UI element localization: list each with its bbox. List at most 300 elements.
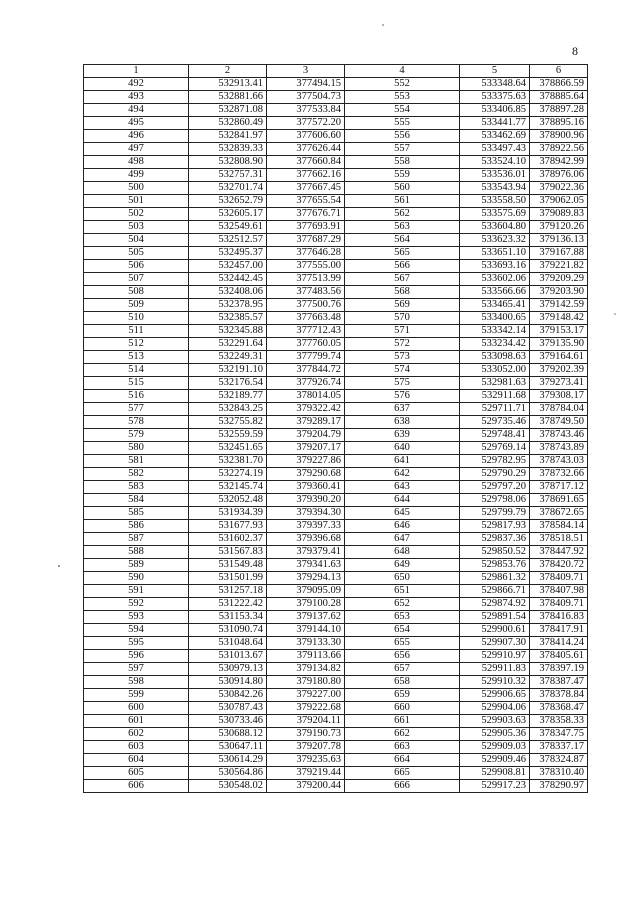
point-number-cell: 580: [84, 442, 189, 455]
table-row: [84, 78, 588, 91]
x-coordinate-cell: 531090.74: [189, 624, 267, 637]
y-coordinate-cell: 378866.59: [530, 78, 588, 91]
point-number-cell: 564: [345, 234, 460, 247]
y-coordinate-cell: 379142.59: [530, 299, 588, 312]
x-coordinate-cell: 532249.31: [189, 351, 267, 364]
table-row: [84, 104, 588, 117]
x-coordinate-cell: 533462.69: [460, 130, 530, 143]
point-number-cell: 503: [84, 221, 189, 234]
y-coordinate-cell: 379164.61: [530, 351, 588, 364]
y-coordinate-cell: 377663.48: [267, 312, 345, 325]
table-row: [84, 234, 588, 247]
x-coordinate-cell: 531222.42: [189, 598, 267, 611]
table-row: [84, 455, 588, 468]
y-coordinate-cell: 378447.92: [530, 546, 588, 559]
x-coordinate-cell: 532408.06: [189, 286, 267, 299]
point-number-cell: 645: [345, 507, 460, 520]
y-coordinate-cell: 379207.17: [267, 442, 345, 455]
y-coordinate-cell: 379190.73: [267, 728, 345, 741]
point-number-cell: 643: [345, 481, 460, 494]
x-coordinate-cell: 529769.14: [460, 442, 530, 455]
point-number-cell: 495: [84, 117, 189, 130]
x-coordinate-cell: 529874.92: [460, 598, 530, 611]
point-number-cell: 506: [84, 260, 189, 273]
x-coordinate-cell: 529917.23: [460, 780, 530, 793]
point-number-cell: 559: [345, 169, 460, 182]
x-coordinate-cell: 533623.32: [460, 234, 530, 247]
table-row: [84, 676, 588, 689]
y-coordinate-cell: 378014.05: [267, 390, 345, 403]
y-coordinate-cell: 379180.80: [267, 676, 345, 689]
x-coordinate-cell: 532881.66: [189, 91, 267, 104]
point-number-cell: 599: [84, 689, 189, 702]
point-number-cell: 651: [345, 585, 460, 598]
x-coordinate-cell: 529911.83: [460, 663, 530, 676]
y-coordinate-cell: 377646.28: [267, 247, 345, 260]
point-number-cell: 511: [84, 325, 189, 338]
x-coordinate-cell: 532549.61: [189, 221, 267, 234]
table-row: [84, 429, 588, 442]
point-number-cell: 556: [345, 130, 460, 143]
point-number-cell: 593: [84, 611, 189, 624]
point-number-cell: 595: [84, 637, 189, 650]
y-coordinate-cell: 378897.28: [530, 104, 588, 117]
table-row: [84, 364, 588, 377]
column-header: 1: [84, 65, 189, 78]
point-number-cell: 571: [345, 325, 460, 338]
x-coordinate-cell: 529790.29: [460, 468, 530, 481]
table-row: [84, 728, 588, 741]
x-coordinate-cell: 531257.18: [189, 585, 267, 598]
x-coordinate-cell: 529907.30: [460, 637, 530, 650]
y-coordinate-cell: 379200.44: [267, 780, 345, 793]
point-number-cell: 504: [84, 234, 189, 247]
x-coordinate-cell: 529861.32: [460, 572, 530, 585]
table-row: [84, 702, 588, 715]
x-coordinate-cell: 529711.71: [460, 403, 530, 416]
x-coordinate-cell: 530564.86: [189, 767, 267, 780]
y-coordinate-cell: 378895.16: [530, 117, 588, 130]
x-coordinate-cell: 531013.67: [189, 650, 267, 663]
x-coordinate-cell: 532145.74: [189, 481, 267, 494]
point-number-cell: 581: [84, 455, 189, 468]
table-row: [84, 442, 588, 455]
column-header: 6: [530, 65, 588, 78]
point-number-cell: 587: [84, 533, 189, 546]
point-number-cell: 508: [84, 286, 189, 299]
y-coordinate-cell: 379062.05: [530, 195, 588, 208]
table-row: [84, 312, 588, 325]
table-row: [84, 572, 588, 585]
x-coordinate-cell: 529798.06: [460, 494, 530, 507]
y-coordinate-cell: 379289.17: [267, 416, 345, 429]
table-row: [84, 585, 588, 598]
y-coordinate-cell: 379133.30: [267, 637, 345, 650]
y-coordinate-cell: 379022.36: [530, 182, 588, 195]
point-number-cell: 637: [345, 403, 460, 416]
point-number-cell: 588: [84, 546, 189, 559]
y-coordinate-cell: 379204.11: [267, 715, 345, 728]
y-coordinate-cell: 378518.51: [530, 533, 588, 546]
table-row: [84, 507, 588, 520]
y-coordinate-cell: 378743.03: [530, 455, 588, 468]
x-coordinate-cell: 532385.57: [189, 312, 267, 325]
x-coordinate-cell: 532808.90: [189, 156, 267, 169]
point-number-cell: 648: [345, 546, 460, 559]
table-row: [84, 325, 588, 338]
point-number-cell: 562: [345, 208, 460, 221]
table-row: [84, 520, 588, 533]
point-number-cell: 496: [84, 130, 189, 143]
x-coordinate-cell: 529904.06: [460, 702, 530, 715]
point-number-cell: 510: [84, 312, 189, 325]
point-number-cell: 563: [345, 221, 460, 234]
point-number-cell: 641: [345, 455, 460, 468]
point-number-cell: 492: [84, 78, 189, 91]
x-coordinate-cell: 533497.43: [460, 143, 530, 156]
y-coordinate-cell: 379203.90: [530, 286, 588, 299]
point-number-cell: 644: [345, 494, 460, 507]
point-number-cell: 604: [84, 754, 189, 767]
y-coordinate-cell: 379089.83: [530, 208, 588, 221]
table-row: [84, 286, 588, 299]
table-row: [84, 689, 588, 702]
x-coordinate-cell: 533693.16: [460, 260, 530, 273]
y-coordinate-cell: 378717.12: [530, 481, 588, 494]
x-coordinate-cell: 533524.10: [460, 156, 530, 169]
point-number-cell: 498: [84, 156, 189, 169]
x-coordinate-cell: 532345.88: [189, 325, 267, 338]
point-number-cell: 658: [345, 676, 460, 689]
x-coordinate-cell: 532274.19: [189, 468, 267, 481]
x-coordinate-cell: 529782.95: [460, 455, 530, 468]
point-number-cell: 577: [84, 403, 189, 416]
y-coordinate-cell: 378290.97: [530, 780, 588, 793]
x-coordinate-cell: 533575.69: [460, 208, 530, 221]
y-coordinate-cell: 379137.62: [267, 611, 345, 624]
scan-speck: [382, 24, 384, 26]
y-coordinate-cell: 378397.19: [530, 663, 588, 676]
x-coordinate-cell: 532843.25: [189, 403, 267, 416]
table-row: [84, 780, 588, 793]
x-coordinate-cell: 530647.11: [189, 741, 267, 754]
point-number-cell: 579: [84, 429, 189, 442]
x-coordinate-cell: 533348.64: [460, 78, 530, 91]
y-coordinate-cell: 377500.76: [267, 299, 345, 312]
x-coordinate-cell: 529891.54: [460, 611, 530, 624]
x-coordinate-cell: 529799.79: [460, 507, 530, 520]
x-coordinate-cell: 532871.08: [189, 104, 267, 117]
x-coordinate-cell: 529837.36: [460, 533, 530, 546]
point-number-cell: 603: [84, 741, 189, 754]
y-coordinate-cell: 378922.56: [530, 143, 588, 156]
x-coordinate-cell: 532512.57: [189, 234, 267, 247]
table-row: [84, 91, 588, 104]
x-coordinate-cell: 529905.36: [460, 728, 530, 741]
table-row: [84, 533, 588, 546]
point-number-cell: 565: [345, 247, 460, 260]
point-number-cell: 598: [84, 676, 189, 689]
x-coordinate-cell: 531048.64: [189, 637, 267, 650]
x-coordinate-cell: 529903.63: [460, 715, 530, 728]
x-coordinate-cell: 531567.83: [189, 546, 267, 559]
point-number-cell: 638: [345, 416, 460, 429]
point-number-cell: 572: [345, 338, 460, 351]
point-number-cell: 583: [84, 481, 189, 494]
x-coordinate-cell: 532291.64: [189, 338, 267, 351]
table-row: [84, 624, 588, 637]
x-coordinate-cell: 532189.77: [189, 390, 267, 403]
x-coordinate-cell: 532381.70: [189, 455, 267, 468]
y-coordinate-cell: 378409.71: [530, 598, 588, 611]
point-number-cell: 652: [345, 598, 460, 611]
point-number-cell: 606: [84, 780, 189, 793]
y-coordinate-cell: 379273.41: [530, 377, 588, 390]
x-coordinate-cell: 532451.65: [189, 442, 267, 455]
y-coordinate-cell: 379095.09: [267, 585, 345, 598]
x-coordinate-cell: 532052.48: [189, 494, 267, 507]
x-coordinate-cell: 529910.32: [460, 676, 530, 689]
y-coordinate-cell: 379113.66: [267, 650, 345, 663]
x-coordinate-cell: 529735.46: [460, 416, 530, 429]
y-coordinate-cell: 378409.71: [530, 572, 588, 585]
y-coordinate-cell: 378387.47: [530, 676, 588, 689]
point-number-cell: 600: [84, 702, 189, 715]
y-coordinate-cell: 378732.66: [530, 468, 588, 481]
y-coordinate-cell: 378900.96: [530, 130, 588, 143]
x-coordinate-cell: 532841.97: [189, 130, 267, 143]
table-row: [84, 598, 588, 611]
y-coordinate-cell: 379360.41: [267, 481, 345, 494]
table-row: [84, 117, 588, 130]
y-coordinate-cell: 379167.88: [530, 247, 588, 260]
y-coordinate-cell: 378420.72: [530, 559, 588, 572]
y-coordinate-cell: 379148.42: [530, 312, 588, 325]
x-coordinate-cell: 533536.01: [460, 169, 530, 182]
y-coordinate-cell: 378584.14: [530, 520, 588, 533]
point-number-cell: 575: [345, 377, 460, 390]
point-number-cell: 586: [84, 520, 189, 533]
x-coordinate-cell: 532860.49: [189, 117, 267, 130]
y-coordinate-cell: 379204.79: [267, 429, 345, 442]
table-row: [84, 260, 588, 273]
point-number-cell: 592: [84, 598, 189, 611]
point-number-cell: 553: [345, 91, 460, 104]
point-number-cell: 578: [84, 416, 189, 429]
point-number-cell: 590: [84, 572, 189, 585]
point-number-cell: 502: [84, 208, 189, 221]
x-coordinate-cell: 533400.65: [460, 312, 530, 325]
point-number-cell: 591: [84, 585, 189, 598]
column-header: 5: [460, 65, 530, 78]
x-coordinate-cell: 532191.10: [189, 364, 267, 377]
point-number-cell: 570: [345, 312, 460, 325]
point-number-cell: 567: [345, 273, 460, 286]
point-number-cell: 594: [84, 624, 189, 637]
point-number-cell: 655: [345, 637, 460, 650]
x-coordinate-cell: 532755.82: [189, 416, 267, 429]
y-coordinate-cell: 377504.73: [267, 91, 345, 104]
x-coordinate-cell: 529910.97: [460, 650, 530, 663]
x-coordinate-cell: 530733.46: [189, 715, 267, 728]
table-row: [84, 663, 588, 676]
table-row: [84, 169, 588, 182]
y-coordinate-cell: 377626.44: [267, 143, 345, 156]
point-number-cell: 597: [84, 663, 189, 676]
table-row: [84, 754, 588, 767]
x-coordinate-cell: 532605.17: [189, 208, 267, 221]
point-number-cell: 596: [84, 650, 189, 663]
x-coordinate-cell: 533543.94: [460, 182, 530, 195]
y-coordinate-cell: 379153.17: [530, 325, 588, 338]
x-coordinate-cell: 531501.99: [189, 572, 267, 585]
y-coordinate-cell: 378942.99: [530, 156, 588, 169]
y-coordinate-cell: 377660.84: [267, 156, 345, 169]
x-coordinate-cell: 530548.02: [189, 780, 267, 793]
point-number-cell: 501: [84, 195, 189, 208]
point-number-cell: 552: [345, 78, 460, 91]
table-row: [84, 377, 588, 390]
table-row: [84, 650, 588, 663]
y-coordinate-cell: 378310.40: [530, 767, 588, 780]
x-coordinate-cell: 533465.41: [460, 299, 530, 312]
point-number-cell: 639: [345, 429, 460, 442]
y-coordinate-cell: 377676.71: [267, 208, 345, 221]
point-number-cell: 561: [345, 195, 460, 208]
page-number: 8: [572, 44, 578, 58]
x-coordinate-cell: 532378.95: [189, 299, 267, 312]
point-number-cell: 663: [345, 741, 460, 754]
table-row: [84, 637, 588, 650]
table-row: [84, 468, 588, 481]
point-number-cell: 665: [345, 767, 460, 780]
table-row: [84, 416, 588, 429]
point-number-cell: 566: [345, 260, 460, 273]
y-coordinate-cell: 379341.63: [267, 559, 345, 572]
table-row: [84, 481, 588, 494]
x-coordinate-cell: 533602.06: [460, 273, 530, 286]
table-row: [84, 741, 588, 754]
point-number-cell: 569: [345, 299, 460, 312]
y-coordinate-cell: 379100.28: [267, 598, 345, 611]
point-number-cell: 555: [345, 117, 460, 130]
y-coordinate-cell: 379397.33: [267, 520, 345, 533]
y-coordinate-cell: 379221.82: [530, 260, 588, 273]
column-header: 3: [267, 65, 345, 78]
x-coordinate-cell: 529909.46: [460, 754, 530, 767]
point-number-cell: 602: [84, 728, 189, 741]
point-number-cell: 494: [84, 104, 189, 117]
x-coordinate-cell: 533406.85: [460, 104, 530, 117]
y-coordinate-cell: 378784.04: [530, 403, 588, 416]
x-coordinate-cell: 531677.93: [189, 520, 267, 533]
y-coordinate-cell: 378672.65: [530, 507, 588, 520]
x-coordinate-cell: 532911.68: [460, 390, 530, 403]
y-coordinate-cell: 379394.30: [267, 507, 345, 520]
y-coordinate-cell: 379227.86: [267, 455, 345, 468]
y-coordinate-cell: 377533.84: [267, 104, 345, 117]
x-coordinate-cell: 529853.76: [460, 559, 530, 572]
y-coordinate-cell: 379379.41: [267, 546, 345, 559]
y-coordinate-cell: 377760.05: [267, 338, 345, 351]
x-coordinate-cell: 532457.00: [189, 260, 267, 273]
x-coordinate-cell: 532442.45: [189, 273, 267, 286]
table-row: [84, 390, 588, 403]
y-coordinate-cell: 378337.17: [530, 741, 588, 754]
point-number-cell: 657: [345, 663, 460, 676]
point-number-cell: 515: [84, 377, 189, 390]
table-row: [84, 143, 588, 156]
y-coordinate-cell: 378691.65: [530, 494, 588, 507]
point-number-cell: 664: [345, 754, 460, 767]
point-number-cell: 640: [345, 442, 460, 455]
x-coordinate-cell: 530614.29: [189, 754, 267, 767]
y-coordinate-cell: 378405.61: [530, 650, 588, 663]
table-row: [84, 494, 588, 507]
y-coordinate-cell: 379235.63: [267, 754, 345, 767]
table-row: [84, 247, 588, 260]
y-coordinate-cell: 379390.20: [267, 494, 345, 507]
point-number-cell: 499: [84, 169, 189, 182]
x-coordinate-cell: 532652.79: [189, 195, 267, 208]
y-coordinate-cell: 378743.89: [530, 442, 588, 455]
x-coordinate-cell: 533604.80: [460, 221, 530, 234]
y-coordinate-cell: 378324.87: [530, 754, 588, 767]
x-coordinate-cell: 532913.41: [189, 78, 267, 91]
y-coordinate-cell: 379144.10: [267, 624, 345, 637]
x-coordinate-cell: 529866.71: [460, 585, 530, 598]
y-coordinate-cell: 377483.56: [267, 286, 345, 299]
x-coordinate-cell: 529748.41: [460, 429, 530, 442]
y-coordinate-cell: 378749.50: [530, 416, 588, 429]
x-coordinate-cell: 533342.14: [460, 325, 530, 338]
y-coordinate-cell: 379227.00: [267, 689, 345, 702]
table-row: [84, 221, 588, 234]
y-coordinate-cell: 377799.74: [267, 351, 345, 364]
y-coordinate-cell: 377572.20: [267, 117, 345, 130]
y-coordinate-cell: 377712.43: [267, 325, 345, 338]
x-coordinate-cell: 531934.39: [189, 507, 267, 520]
point-number-cell: 649: [345, 559, 460, 572]
point-number-cell: 573: [345, 351, 460, 364]
y-coordinate-cell: 379294.13: [267, 572, 345, 585]
x-coordinate-cell: 529797.20: [460, 481, 530, 494]
point-number-cell: 656: [345, 650, 460, 663]
point-number-cell: 601: [84, 715, 189, 728]
x-coordinate-cell: 529850.52: [460, 546, 530, 559]
y-coordinate-cell: 378743.46: [530, 429, 588, 442]
point-number-cell: 661: [345, 715, 460, 728]
table-row: [84, 715, 588, 728]
x-coordinate-cell: 533566.66: [460, 286, 530, 299]
point-number-cell: 557: [345, 143, 460, 156]
point-number-cell: 585: [84, 507, 189, 520]
y-coordinate-cell: 379207.78: [267, 741, 345, 754]
x-coordinate-cell: 533441.77: [460, 117, 530, 130]
table-row: [84, 403, 588, 416]
point-number-cell: 584: [84, 494, 189, 507]
y-coordinate-cell: 378368.47: [530, 702, 588, 715]
x-coordinate-cell: 530979.13: [189, 663, 267, 676]
y-coordinate-cell: 379308.17: [530, 390, 588, 403]
point-number-cell: 507: [84, 273, 189, 286]
point-number-cell: 662: [345, 728, 460, 741]
x-coordinate-cell: 531602.37: [189, 533, 267, 546]
x-coordinate-cell: 533234.42: [460, 338, 530, 351]
y-coordinate-cell: 379396.68: [267, 533, 345, 546]
point-number-cell: 512: [84, 338, 189, 351]
y-coordinate-cell: 378976.06: [530, 169, 588, 182]
